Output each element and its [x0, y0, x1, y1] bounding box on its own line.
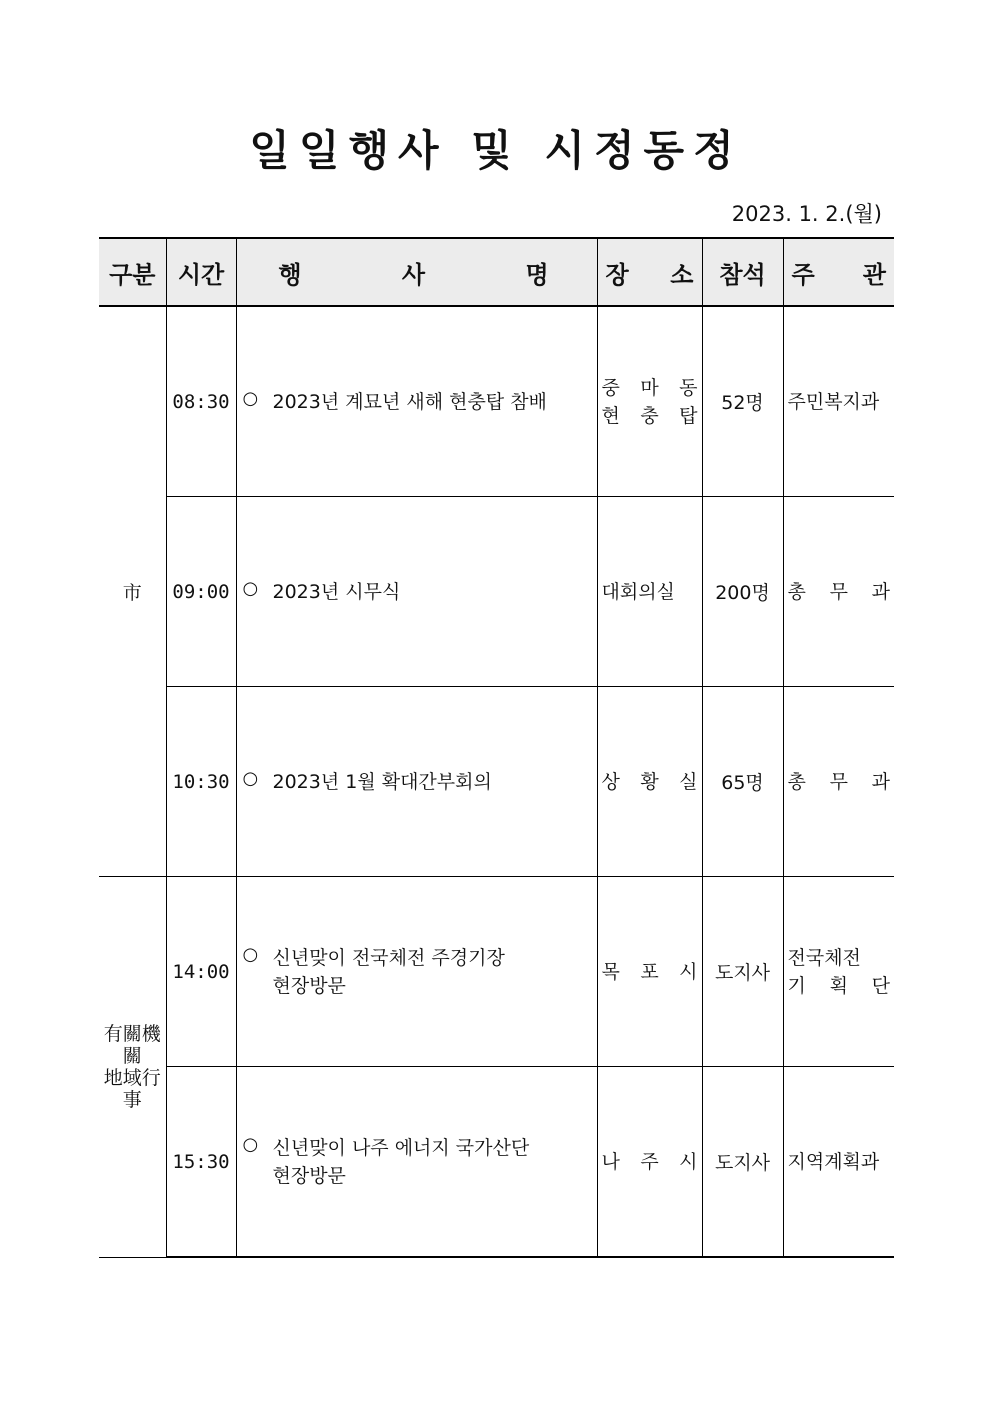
header-time: 시간 [166, 238, 236, 306]
category-cell [99, 877, 166, 1258]
circle-bullet-icon: ○ [242, 1133, 259, 1155]
event-name: 2023년 시무식 [272, 580, 401, 603]
page-title: 일일행사 및 시정동정 [249, 126, 743, 175]
event-cell [236, 877, 597, 1067]
place-cell: 상 황 실 [597, 687, 702, 877]
time-cell: 14:00 [166, 877, 236, 1067]
time-cell: 09:00 [166, 497, 236, 687]
header-event: 행 사 명 [236, 238, 597, 306]
category-label: 有關機關 [103, 1022, 161, 1067]
table-header-row [99, 238, 894, 306]
event-cell [236, 306, 597, 497]
circle-bullet-icon: ○ [242, 577, 259, 599]
host-cell: 주민복지과 [783, 306, 894, 497]
header-host: 주 관 [783, 238, 894, 306]
event-cell [236, 497, 597, 687]
event-name: 신년맞이 전국체전 주경기장 현장방문 [272, 946, 505, 997]
place-cell: 대회의실 [597, 497, 702, 687]
circle-bullet-icon: ○ [242, 387, 259, 409]
header-category: 구분 [99, 238, 166, 306]
table-row [99, 877, 894, 1067]
event-cell [236, 687, 597, 877]
table-row [99, 1067, 894, 1258]
category-label: 地域行事 [103, 1066, 161, 1111]
table-row [99, 497, 894, 687]
host-cell: 총 무 과 [783, 687, 894, 877]
place-cell: 나 주 시 [597, 1067, 702, 1258]
schedule-table [99, 237, 894, 1258]
header-place: 장 소 [597, 238, 702, 306]
event-name: 신년맞이 나주 에너지 국가산단 현장방문 [272, 1136, 530, 1187]
document-date: 2023. 1. 2.(월) [731, 202, 882, 226]
attendee-cell: 200명 [702, 497, 783, 687]
host-cell: 전국체전 기 획 단 [783, 877, 894, 1067]
time-cell: 15:30 [166, 1067, 236, 1258]
event-name: 2023년 1월 확대간부회의 [272, 770, 492, 793]
event-name: 2023년 계묘년 새해 현충탑 참배 [272, 390, 547, 413]
event-cell [236, 1067, 597, 1258]
place-cell: 중 마 동 현 충 탑 [597, 306, 702, 497]
header-attend: 참석 [702, 238, 783, 306]
table-row [99, 687, 894, 877]
category-label: 市 [122, 582, 142, 604]
table-row [99, 306, 894, 497]
attendee-cell: 52명 [702, 306, 783, 497]
place-cell: 목 포 시 [597, 877, 702, 1067]
attendee-cell: 65명 [702, 687, 783, 877]
time-cell: 10:30 [166, 687, 236, 877]
attendee-cell: 도지사 [702, 877, 783, 1067]
time-cell: 08:30 [166, 306, 236, 497]
circle-bullet-icon: ○ [242, 943, 259, 965]
circle-bullet-icon: ○ [242, 767, 259, 789]
host-cell: 지역계획과 [783, 1067, 894, 1258]
category-cell [99, 306, 166, 877]
attendee-cell: 도지사 [702, 1067, 783, 1258]
host-cell: 총 무 과 [783, 497, 894, 687]
